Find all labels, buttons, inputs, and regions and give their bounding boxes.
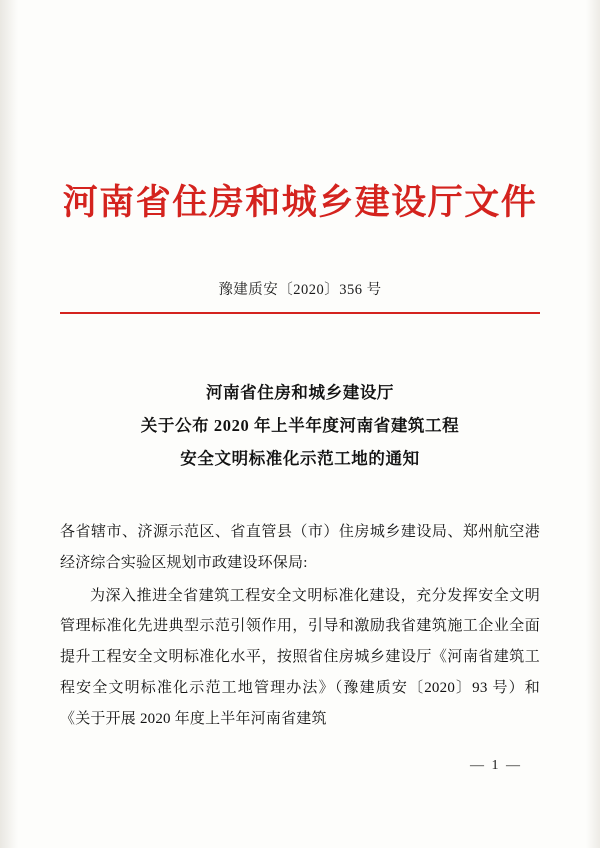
document-title-line-1: 河南省住房和城乡建设厅: [205, 383, 395, 402]
document-recipient-line: 各省辖市、济源示范区、省直管县（市）住房城乡建设局、郑州航空港经济综合实验区规划市政建设环保局:: [60, 524, 540, 571]
red-divider-rule: [60, 312, 540, 314]
document-content: [60, 0, 540, 848]
document-body-paragraph: 为深入推进全省建筑工程安全文明标准化建设，充分发挥安全文明管理标准化先进典型示范引领作用，引导和激励我省建筑施工企业全面提升工程安全文明标准化水平，按照省住房城乡建设厅《河南省建筑工程安全文明标准化示范工地管理办法》（豫建质安〔2020〕93 号）和《关于开展 2020 年度上半年河南省建筑: [60, 587, 540, 727]
page-number: — 1 —: [470, 758, 522, 773]
document-title-block: [60, 376, 540, 475]
document-title-line-2: 关于公布 2020 年上半年度河南省建筑工程: [140, 416, 460, 435]
document-title-line-3: 安全文明标准化示范工地的通知: [180, 449, 420, 468]
document-masthead-title: 河南省住房和城乡建设厅文件: [62, 182, 538, 223]
document-number: 豫建质安〔2020〕356 号: [218, 282, 382, 298]
